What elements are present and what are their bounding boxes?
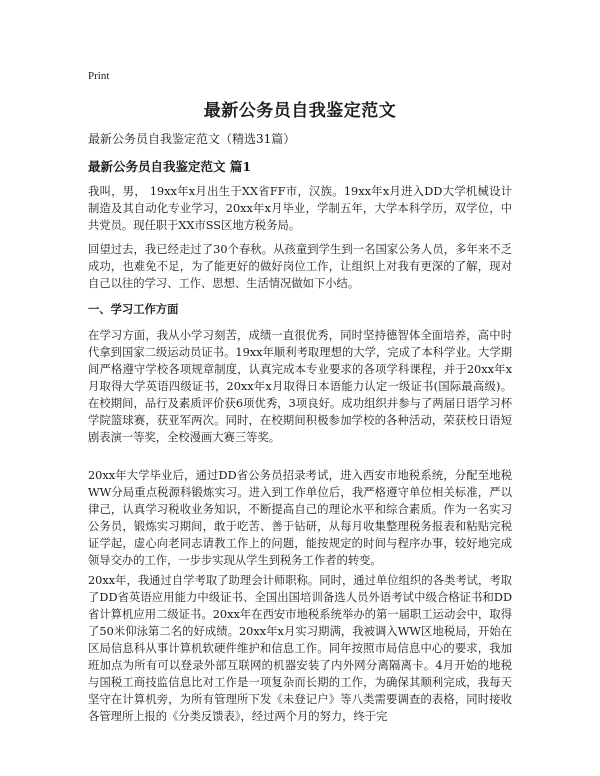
paragraph-study: 在学习方面，我从小学习刻苦，成绩一直很优秀，同时坚持德智体全面培养，高中时代拿到国家二级运动员证书。19xx年顺利考取理想的大学，完成了本科学业。大学期间严格遵守学校各项规章制度，认真完成本专业要求的各项学科课程，并于20xx年x月取得大学英语四级证书，20xx年x月取得日本语能力认定一级证书(国际最高级)。在校期间，品行及素质评价获6项优秀，3项良好。成功组织并参与了两届日语学习杯学院篮球赛，获亚军两次。同时，在校期间积极参加学校的各种活动，荣获校日语短剧表演一等奖，全校漫画大赛三等奖。 — [88, 329, 512, 444]
paragraph-review: 回望过去，我已经走过了30个春秋。从孩童到学生到一名国家公务人员，多年来不乏成功，也难免不足，为了能更好的做好岗位工作，让组织上对我有更深的了解，现对自己以往的学习、工作、思想、生活情况做如下小结。 — [88, 243, 512, 290]
print-label: Print — [88, 70, 110, 82]
subheading-study-work: 一、学习工作方面 — [88, 302, 179, 316]
section-heading: 最新公务员自我鉴定范文 篇1 — [88, 159, 252, 174]
document-subtitle: 最新公务员自我鉴定范文（精选31篇） — [88, 132, 296, 146]
document-title: 最新公务员自我鉴定范文 — [203, 101, 397, 121]
paragraph-work-progress: 20xx年，我通过自学考取了助理会计师职称。同时，通过单位组织的各类考试，考取了DD省英语应用能力中级证书、全国出国培训备选人员外语考试中级合格证书和DD省计算机应用二级证书。20xx年在西安市地税系统举办的第一届职工运动会中，取得了50米仰泳第二名的好成绩。20xx年x月实习期满，我被调入WW区地税局，开始在区局信息科从事计算机软硬件维护和信息工作。同年按照市局信息中心的要求，我加班加点为所有可以登录外部互联网的机器安装了内外网分离隔离卡。4月开始的地税与国税工商技监信息比对工作是一项复杂而长期的工作，为确保其顺利完成，我每天坚守在计算机旁，为所有管理所下发《未登记户》等八类需要调查的表格，同时接收各管理所上报的《分类反馈表》，经过两个月的努力，终于完 — [88, 574, 512, 723]
paragraph-personal-info: 我叫，男， 19xx年x月出生于XX省FF市，汉族。19xx年x月进入DD大学机械设计制造及其自动化专业学习，20xx年x月毕业，学制五年，大学本科学历，双学位，中共党员。现任职于XX市SS区地方税务局。 — [88, 185, 512, 232]
paragraph-work-start: 20xx年大学毕业后，通过DD省公务员招录考试，进入西安市地税系统，分配至地税WW分局重点税源科锻炼实习。进入到工作单位后，我严格遵守单位相关标准，严以律己，认真学习税收业务知识，不断提高自己的理论水平和综合素质。作为一名实习公务员，锻炼实习期间，敢于吃苦、善于钻研，从每月收集整理税务报表和粘贴完税证学起，虚心向老同志请教工作上的问题，能按规定的时间与程序办事，较好地完成领导交办的工作，一步步实现从学生到税务工作者的转变。 — [88, 469, 512, 567]
